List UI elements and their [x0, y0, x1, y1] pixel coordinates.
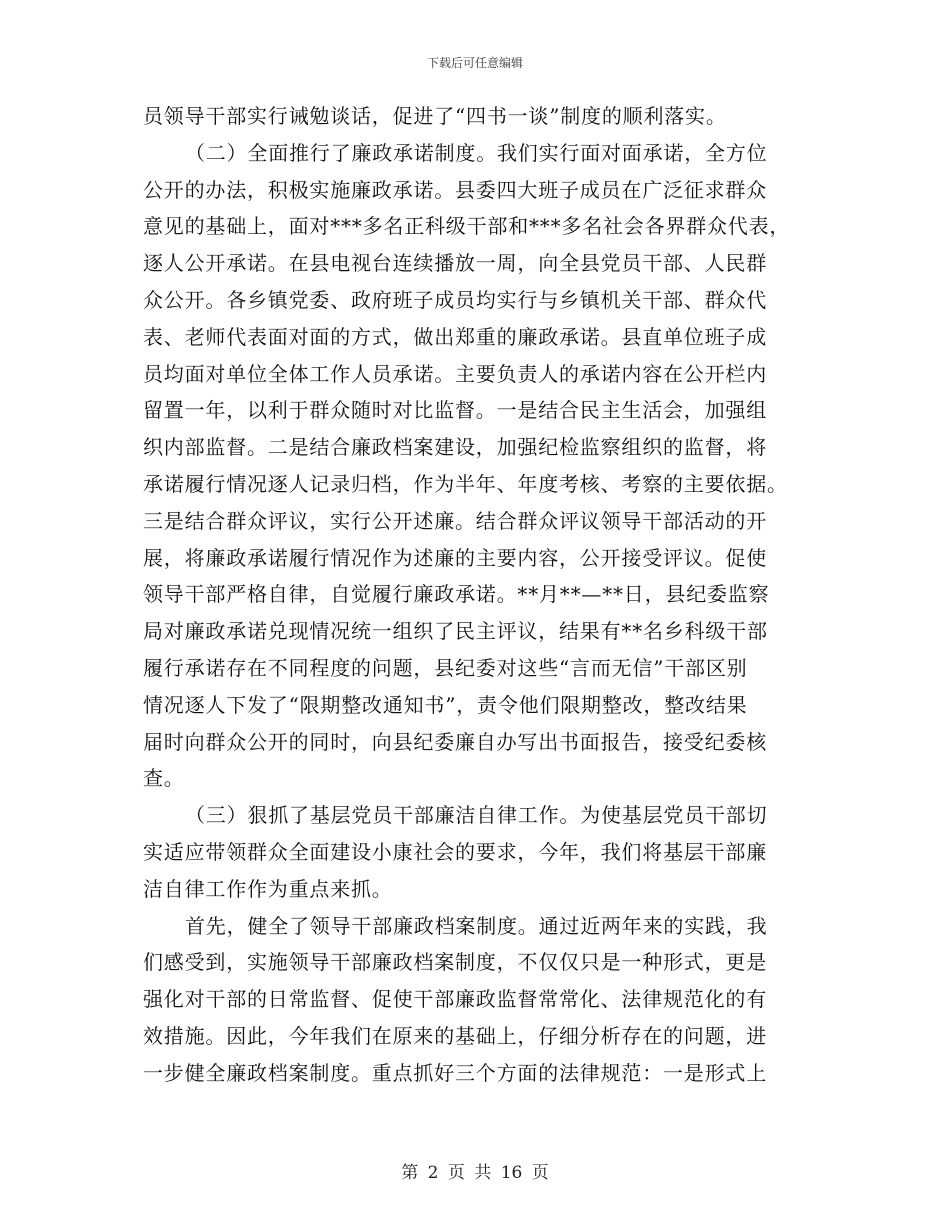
text-line: 员均面对单位全体工作人员承诺。主要负责人的承诺内容在公开栏内	[143, 361, 767, 386]
text-line: 展，将廉政承诺履行情况作为述廉的主要内容，公开接受评议。促使	[143, 545, 767, 570]
text-line: （三）狠抓了基层党员干部廉洁自律工作。为使基层党员干部切	[185, 803, 768, 828]
paragraph	[143, 797, 815, 907]
text-line: 逐人公开承诺。在县电视台连续播放一周，向全县党员干部、人民群	[143, 251, 767, 276]
text-line: 意见的基础上，面对***多名正科级干部和***多名社会各界群众代表，	[143, 214, 791, 239]
text-line: 洁自律工作作为重点来抓。	[143, 876, 393, 901]
text-line: 届时向群众公开的同时，向县纪委廉自办写出书面报告，接受纪委核	[143, 729, 767, 754]
text-line: 们感受到，实施领导干部廉政档案制度，不仅仅只是一种形式，更是	[143, 950, 767, 975]
text-line: 一步健全廉政档案制度。重点抓好三个方面的法律规范：一是形式上	[143, 1060, 767, 1085]
paragraph	[143, 908, 815, 1092]
text-line: 领导干部严格自律，自觉履行廉政承诺。**月**—**日，县纪委监察	[143, 582, 770, 607]
text-line: 织内部监督。二是结合廉政档案建设，加强纪检监察组织的监督，将	[143, 435, 767, 460]
body-text	[143, 98, 815, 1092]
text-line: 履行承诺存在不同程度的问题，县纪委对这些“言而无信”干部区别	[143, 655, 748, 680]
text-line: 三是结合群众评议，实行公开述廉。结合群众评议领导干部活动的开	[143, 508, 767, 533]
text-line: 公开的办法，积极实施廉政承诺。县委四大班子成员在广泛征求群众	[143, 177, 767, 202]
page-footer: 第 2 页 共 16 页	[401, 1163, 549, 1183]
text-line: （二）全面推行了廉政承诺制度。我们实行面对面承诺，全方位	[185, 140, 768, 165]
paragraph	[143, 135, 815, 797]
page-header: 下载后可任意编辑	[426, 56, 523, 70]
text-line: 实适应带领群众全面建设小康社会的要求，今年，我们将基层干部廉	[143, 839, 767, 864]
text-line: 表、老师代表面对面的方式，做出郑重的廉政承诺。县直单位班子成	[143, 324, 767, 349]
text-line: 局对廉政承诺兑现情况统一组织了民主评议，结果有**名乡科级干部	[143, 619, 768, 644]
text-line: 查。	[143, 766, 185, 791]
text-line: 首先，健全了领导干部廉政档案制度。通过近两年来的实践，我	[185, 913, 768, 938]
text-line: 效措施。因此，今年我们在原来的基础上，仔细分析存在的问题，进	[143, 1023, 767, 1048]
text-line: 强化对干部的日常监督、促使干部廉政监督常常化、法律规范化的有	[143, 987, 767, 1012]
text-line: 留置一年，以利于群众随时对比监督。一是结合民主生活会，加强组	[143, 398, 767, 423]
text-line: 情况逐人下发了“限期整改通知书”，责令他们限期整改，整改结果	[143, 692, 748, 717]
text-line: 承诺履行情况逐人记录归档，作为半年、年度考核、考察的主要依据。	[143, 471, 788, 496]
paragraph	[143, 98, 815, 135]
text-line: 员领导干部实行诫勉谈话，促进了“四书一谈”制度的顺利落实。	[143, 104, 727, 128]
text-line: 众公开。各乡镇党委、政府班子成员均实行与乡镇机关干部、群众代	[143, 287, 767, 312]
